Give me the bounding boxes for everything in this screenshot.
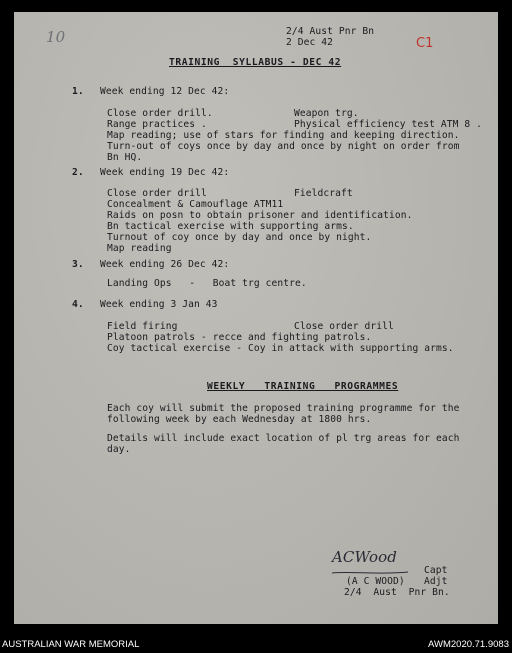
section-heading: Week ending 19 Dec 42: xyxy=(100,167,230,178)
section-line: Coy tactical exercise - Coy in attack with supporting arms. xyxy=(107,343,454,354)
section-heading: Week ending 26 Dec 42: xyxy=(100,259,230,270)
paragraph-line: Details will include exact location of pl trg areas for each xyxy=(107,433,460,444)
weekly-title: WEEKLY TRAINING PROGRAMMES xyxy=(207,381,399,392)
section-line: Turnout of coy once by day and once by night. xyxy=(107,232,372,243)
signature-name: (A C WOOD) xyxy=(346,576,405,587)
section-line: Bn tactical exercise with supporting arms. xyxy=(107,221,354,232)
header-date: 2 Dec 42 xyxy=(286,37,334,48)
signature-appointment: Adjt xyxy=(424,576,448,587)
paragraph-line: following week by each Wednesday at 1800 hrs. xyxy=(107,414,372,425)
item-right: Fieldcraft xyxy=(294,188,353,199)
section-number: 4. xyxy=(72,299,84,310)
paragraph-line: day. xyxy=(107,444,131,455)
weekly-paragraph-2 xyxy=(107,433,460,455)
section-lines xyxy=(107,130,460,163)
header-unit: 2/4 Aust Pnr Bn xyxy=(286,26,375,37)
document-sheet xyxy=(14,12,498,624)
signature-rank: Capt xyxy=(424,565,448,576)
section-line: Platoon patrols - recce and fighting patrols. xyxy=(107,332,372,343)
section-number: 2. xyxy=(72,167,84,178)
section-line: Concealment & Camouflage ATM11 xyxy=(107,199,284,210)
weekly-paragraph-1 xyxy=(107,403,460,425)
item-left: Field firing xyxy=(107,321,178,332)
item-right: Weapon trg. xyxy=(294,108,359,119)
pencil-mark: 10 xyxy=(46,28,66,46)
footer-bar xyxy=(0,637,512,653)
section-line: Turn-out of coys once by day and once by night on order from xyxy=(107,141,460,152)
section-number: 1. xyxy=(72,86,84,97)
item-left: Range practices . xyxy=(107,119,207,130)
paragraph-line: Each coy will submit the proposed training programme for the xyxy=(107,403,460,414)
item-left: Close order drill. xyxy=(107,108,213,119)
item-right: Close order drill xyxy=(294,321,394,332)
section-line: Map reading; use of stars for finding and keeping direction. xyxy=(107,130,460,141)
section-lines xyxy=(107,199,413,254)
section-line: Raids on posn to obtain prisoner and identification. xyxy=(107,210,413,221)
footer-institution: AUSTRALIAN WAR MEMORIAL xyxy=(2,639,140,650)
red-mark: C1 xyxy=(416,36,434,51)
section-lines xyxy=(107,332,454,354)
footer-accession-number: AWM2020.71.9083 xyxy=(428,639,509,650)
section-line: Landing Ops - Boat trg centre. xyxy=(107,278,307,289)
item-right: Physical efficiency test ATM 8 . xyxy=(294,119,483,130)
section-line: Bn HQ. xyxy=(107,152,143,163)
signature-scrawl: ACWood xyxy=(332,548,397,566)
section-line: Map reading xyxy=(107,243,172,254)
section-heading: Week ending 12 Dec 42: xyxy=(100,86,230,97)
section-heading: Week ending 3 Jan 43 xyxy=(100,299,218,310)
item-left: Close order drill xyxy=(107,188,207,199)
page-title: TRAINING SYLLABUS - DEC 42 xyxy=(169,57,342,68)
section-number: 3. xyxy=(72,259,84,270)
signature-unit: 2/4 Aust Pnr Bn. xyxy=(344,587,450,598)
